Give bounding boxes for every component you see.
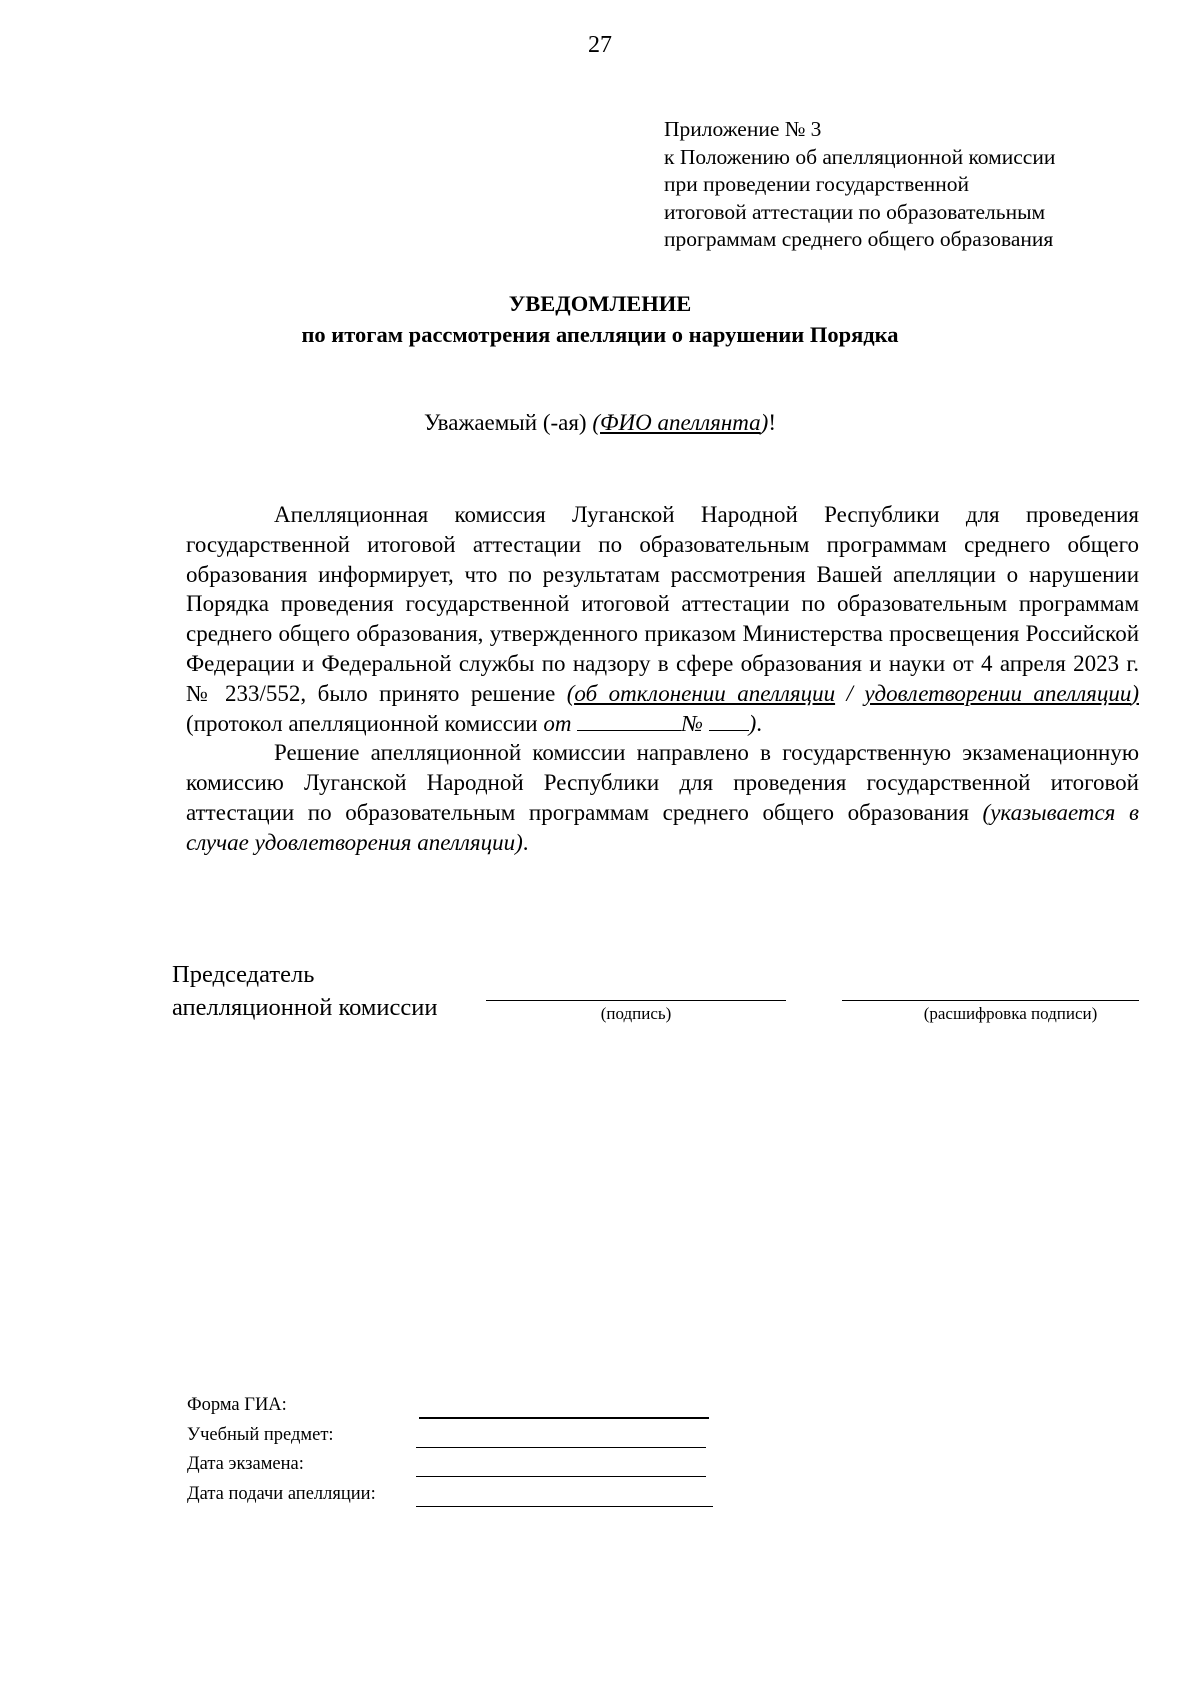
paragraph-end: . [756,710,763,736]
salutation-paren-close: ) [760,410,769,435]
paragraph-decision [186,500,1139,738]
paragraph-referral [186,738,1139,857]
signature-decoding-line [842,1000,1139,1001]
field-blank-line [416,1506,713,1507]
appendix-line: программам среднего общего образования [664,227,1054,251]
protocol-from: от [543,710,572,736]
appendix-line: Приложение № 3 [664,117,822,141]
signature-line [486,1000,786,1001]
paragraph-end: . [522,829,529,855]
field-blank-line [416,1447,706,1448]
paragraph-text: Решение апелляционной комиссии направлено в государственную экзаменационную комиссию Луганской Народной Республики для проведения государственной итоговой аттестации по образовательным программам среднего общего образования [186,740,1139,825]
field-label: Учебный предмет: [187,1424,334,1445]
field-blank-line [416,1476,706,1477]
protocol-paren-close: ) [748,710,757,736]
page-number: 27 [588,32,612,58]
decision-paren-close: ) [1131,680,1139,706]
salutation-prefix: Уважаемый (-ая) [423,410,593,435]
title-main: УВЕДОМЛЕНИЕ [508,291,692,316]
field-label: Дата подачи апелляции: [187,1483,376,1504]
appellant-name-placeholder: ФИО апеллянта [600,410,761,435]
appendix-line: к Положению об апелляционной комиссии [664,144,1056,169]
field-label: Форма ГИА: [187,1395,287,1415]
signature-caption: (подпись) [600,1004,672,1023]
protocol-number-sign: № [681,710,703,736]
salutation-suffix: ! [768,410,777,435]
paragraph-text: Апелляционная комиссия Луганской Народной Республики для проведения государственной итоговой аттестации по образовательным программам среднего общего образования информирует, что по результатам рассмотрения Вашей апелляции о нарушении Порядка проведения государственной итоговой аттестации по образовательным программам среднего общего образования, утвержденного приказом Министерства просвещения Российской Федерации и Федеральной службы по надзору в сфере образования и науки от 4 апреля 2023 г. № 233/552, было принято решение [186,502,1139,706]
protocol-date-blank [577,712,681,731]
appendix-line: итоговой аттестации по образовательным [664,199,1046,224]
chairman-signature-block [172,958,437,1024]
decision-separator: / [835,680,865,706]
salutation-paren-open: ( [592,410,601,435]
notification-body [186,500,1139,858]
appendix-line: при проведении государственной [664,172,970,196]
document-title [0,288,1200,350]
field-label: Дата экзамена: [187,1454,304,1474]
signature-decoding-caption: (расшифровка подписи) [923,1004,1098,1023]
chairman-title-line2: апелляционной комиссии [172,994,438,1021]
decision-option-satisfy: удовлетворении апелляции [864,680,1132,706]
decision-option-reject: об отклонении апелляции [574,680,836,706]
field-blank-line [419,1417,709,1419]
referral-note: (указывается в случае удовлетворения апелляции) [186,799,1139,855]
title-sub: по итогам рассмотрения апелляции о нарушении Порядка [301,322,899,347]
appendix-header [664,116,1055,254]
salutation [0,410,1200,436]
decision-paren-open: ( [566,680,575,706]
protocol-number-blank [709,712,749,731]
protocol-text: (протокол апелляционной комиссии [186,710,544,736]
chairman-title-line1: Председатель [172,961,315,988]
